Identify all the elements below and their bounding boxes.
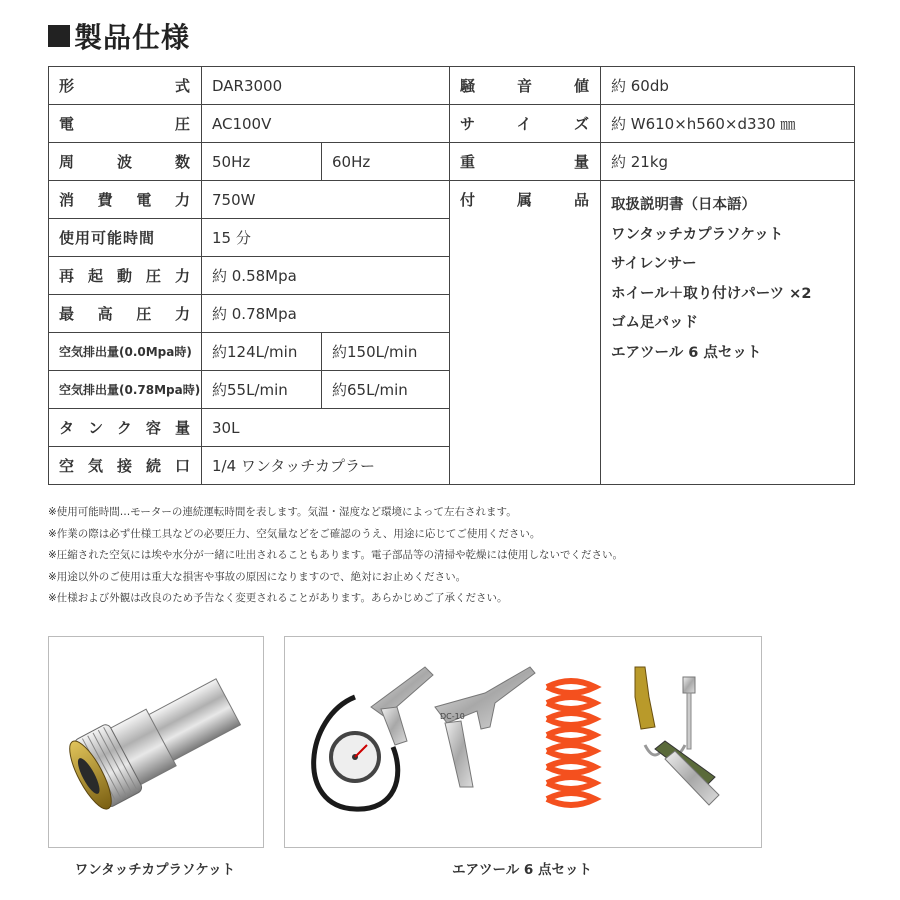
table-row [49, 181, 855, 219]
inflation-needle [683, 677, 695, 749]
note-line: ※作業の際は必ず仕様工具などの必要圧力、空気量などをご確認のうえ、用途に応じてご使用ください。 [48, 527, 541, 540]
power-label: 消費電力 [49, 181, 202, 219]
air78-60: 約65L/min [322, 371, 450, 409]
power-value: 750W [202, 181, 450, 219]
air78-50: 約55L/min [202, 371, 322, 409]
table-row [49, 143, 855, 181]
weight-value: 約 21kg [601, 143, 855, 181]
size-value: 約 W610×h560×d330 ㎜ [601, 105, 855, 143]
coupler-socket-photo [48, 636, 264, 848]
freq-60: 60Hz [322, 143, 450, 181]
restart-label: 再起動圧力 [49, 257, 202, 295]
tools-caption: エアツール 6 点セット [451, 862, 593, 878]
time-value: 15 分 [202, 219, 450, 257]
voltage-value: AC100V [202, 105, 450, 143]
weight-label: 重 量 [450, 143, 601, 181]
note-line: ※圧縮された空気には埃や水分が一緒に吐出されることもあります。電子部品等の清掃や乾燥には使用しないでください。 [48, 549, 623, 561]
accessories-label-cell [450, 181, 601, 485]
table-row [49, 67, 855, 105]
noise-value: 約 60db [601, 67, 855, 105]
list-item: サイレンサー [611, 256, 697, 272]
time-label: 使用可能時間 [49, 219, 202, 257]
list-item: ゴム足パッド [611, 315, 698, 331]
coupler-socket-illustration [49, 637, 263, 847]
model-value: DAR3000 [202, 67, 450, 105]
accessories-label: 付属品 [460, 191, 590, 209]
page-title [48, 14, 190, 58]
note-line: ※使用可能時間…モーターの連続運転時間を表します。気温・湿度など環境によって左右されます。 [48, 506, 517, 518]
freq-label: 周波数 [49, 143, 202, 181]
clip-chuck [645, 741, 719, 805]
air78-label: 空気排出量(0.78Mpa時) [49, 371, 202, 409]
nozzle-adapter [635, 667, 655, 729]
gun-label: DC-10 [440, 712, 465, 721]
socket-caption: ワンタッチカプラソケット [74, 862, 236, 878]
air-tool-set-illustration [285, 637, 761, 847]
coiled-hose [547, 681, 595, 805]
maxp-value: 約 0.78Mpa [202, 295, 450, 333]
blow-gun [435, 667, 535, 787]
list-item: 取扱説明書（日本語） [611, 197, 756, 213]
voltage-label: 電 圧 [49, 105, 202, 143]
tank-label: タンク容量 [49, 409, 202, 447]
size-label: サイズ [450, 105, 601, 143]
list-item: エアツール 6 点セット [611, 344, 762, 361]
accessories-list [611, 191, 844, 368]
title-text: 製品仕様 [74, 21, 191, 54]
note-line: ※仕様および外観は改良のため予告なく変更されることがあります。あらかじめご了承ください。 [48, 592, 508, 604]
conn-value: 1/4 ワンタッチカプラー [202, 447, 450, 485]
air0-60: 約150L/min [322, 333, 450, 371]
maxp-label: 最高圧力 [49, 295, 202, 333]
table-row [49, 105, 855, 143]
list-item: ホイール＋取り付けパーツ ×2 [611, 285, 812, 302]
tank-value: 30L [202, 409, 450, 447]
note-line: ※用途以外のご使用は重大な損害や事故の原因になりますので、絶対にお止めください。 [48, 570, 467, 583]
air-tool-set-photo [284, 636, 762, 848]
model-label: 形 式 [49, 67, 202, 105]
tire-gauge [314, 667, 433, 809]
conn-label: 空気接続口 [49, 447, 202, 485]
restart-value: 約 0.58Mpa [202, 257, 450, 295]
title-square-icon [48, 25, 70, 47]
spec-table [48, 66, 855, 485]
notes [48, 502, 858, 610]
air0-50: 約124L/min [202, 333, 322, 371]
list-item: ワンタッチカプラソケット [611, 226, 784, 243]
air0-label: 空気排出量(0.0Mpa時) [49, 333, 202, 371]
accessories-cell [601, 181, 855, 485]
freq-50: 50Hz [202, 143, 322, 181]
noise-label: 騒音値 [450, 67, 601, 105]
